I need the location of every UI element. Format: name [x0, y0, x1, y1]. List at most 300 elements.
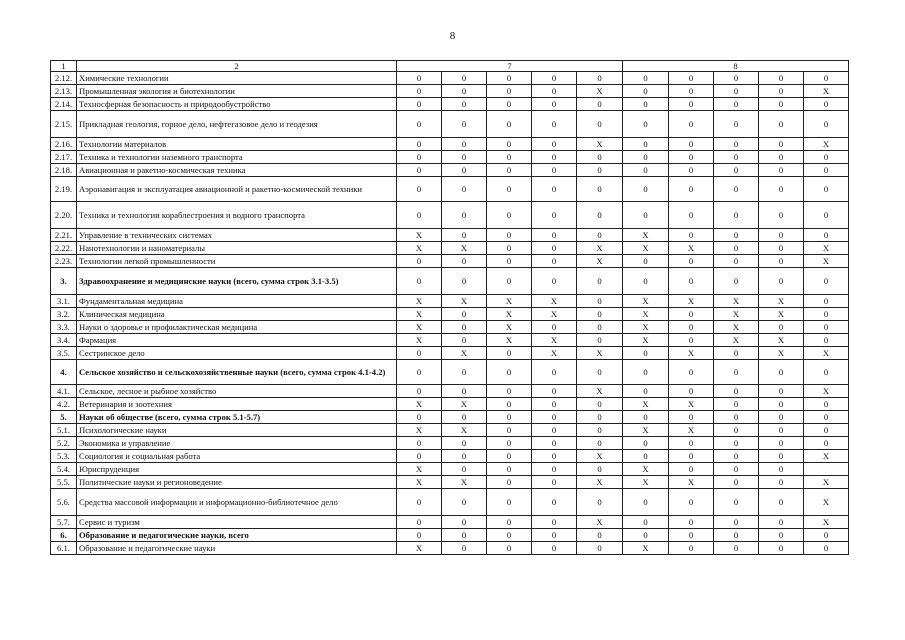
value-cell: 0 — [532, 85, 577, 98]
value-cell: 0 — [442, 529, 487, 542]
value-cell: 0 — [759, 151, 804, 164]
value-cell: 0 — [577, 424, 623, 437]
value-cell: X — [397, 229, 442, 242]
table-row — [51, 321, 849, 334]
value-cell: 0 — [804, 268, 849, 295]
value-cell: 0 — [442, 308, 487, 321]
value-cell: 0 — [759, 111, 804, 138]
value-cell: 0 — [487, 437, 532, 450]
value-cell: X — [623, 424, 669, 437]
table-row — [51, 385, 849, 398]
value-cell: X — [577, 242, 623, 255]
value-cell: 0 — [714, 437, 759, 450]
value-cell: 0 — [669, 98, 714, 111]
value-cell: 0 — [759, 268, 804, 295]
row-name: Науки об обществе (всего, сумма строк 5.1-5.7) — [77, 411, 397, 424]
value-cell: X — [487, 295, 532, 308]
value-cell: X — [577, 476, 623, 489]
value-cell: 0 — [759, 424, 804, 437]
header-col-2: 2 — [77, 61, 397, 72]
value-cell: 0 — [759, 463, 804, 476]
value-cell: 0 — [714, 542, 759, 555]
value-cell: 0 — [532, 229, 577, 242]
table-row — [51, 242, 849, 255]
value-cell: X — [397, 321, 442, 334]
value-cell: X — [442, 347, 487, 360]
value-cell: 0 — [442, 463, 487, 476]
value-cell: X — [623, 398, 669, 411]
value-cell: 0 — [577, 463, 623, 476]
value-cell: 0 — [487, 450, 532, 463]
row-name: Техносферная безопасность и природообустройство — [77, 98, 397, 111]
value-cell: X — [623, 334, 669, 347]
row-number: 3.3. — [51, 321, 77, 334]
value-cell: 0 — [759, 516, 804, 529]
value-cell: 0 — [669, 516, 714, 529]
value-cell: 0 — [804, 321, 849, 334]
value-cell: 0 — [759, 385, 804, 398]
row-number: 2.13. — [51, 85, 77, 98]
value-cell: 0 — [442, 164, 487, 177]
value-cell: 0 — [487, 347, 532, 360]
value-cell: 0 — [487, 177, 532, 202]
value-cell: 0 — [577, 202, 623, 229]
value-cell: 0 — [442, 85, 487, 98]
value-cell: 0 — [623, 164, 669, 177]
row-number: 6. — [51, 529, 77, 542]
value-cell: 0 — [532, 255, 577, 268]
row-number: 5.6. — [51, 489, 77, 516]
row-number: 5.7. — [51, 516, 77, 529]
value-cell: 0 — [669, 229, 714, 242]
row-name: Ветеринария и зоотехния — [77, 398, 397, 411]
value-cell: 0 — [714, 476, 759, 489]
row-name: Аэронавигация и эксплуатация авиационной и ракетно-космической техники — [77, 177, 397, 202]
table-row — [51, 360, 849, 385]
value-cell: 0 — [442, 437, 487, 450]
value-cell: 0 — [669, 437, 714, 450]
value-cell: 0 — [714, 111, 759, 138]
table-row — [51, 85, 849, 98]
value-cell: 0 — [487, 255, 532, 268]
row-name: Технологии легкой промышленности — [77, 255, 397, 268]
value-cell: X — [669, 398, 714, 411]
value-cell: X — [577, 347, 623, 360]
value-cell: 0 — [804, 72, 849, 85]
value-cell: 0 — [759, 489, 804, 516]
value-cell: 0 — [487, 268, 532, 295]
value-cell: 0 — [442, 516, 487, 529]
value-cell: X — [804, 85, 849, 98]
value-cell: 0 — [487, 516, 532, 529]
row-name: Социология и социальная работа — [77, 450, 397, 463]
value-cell: 0 — [669, 529, 714, 542]
value-cell: X — [623, 476, 669, 489]
value-cell: 0 — [623, 529, 669, 542]
value-cell: 0 — [623, 151, 669, 164]
value-cell: 0 — [577, 489, 623, 516]
value-cell: X — [532, 334, 577, 347]
value-cell: 0 — [487, 476, 532, 489]
value-cell: 0 — [442, 334, 487, 347]
value-cell: X — [577, 138, 623, 151]
value-cell: X — [804, 450, 849, 463]
value-cell: 0 — [714, 202, 759, 229]
value-cell: 0 — [487, 542, 532, 555]
value-cell: 0 — [532, 321, 577, 334]
value-cell: 0 — [532, 242, 577, 255]
value-cell: 0 — [577, 308, 623, 321]
value-cell: 0 — [669, 489, 714, 516]
value-cell: 0 — [669, 321, 714, 334]
value-cell: 0 — [397, 529, 442, 542]
value-cell: 0 — [577, 542, 623, 555]
table-row — [51, 151, 849, 164]
row-number: 5.2. — [51, 437, 77, 450]
value-cell: 0 — [669, 542, 714, 555]
value-cell: 0 — [532, 98, 577, 111]
value-cell: 0 — [759, 202, 804, 229]
value-cell: 0 — [532, 450, 577, 463]
row-number: 2.20. — [51, 202, 77, 229]
value-cell: X — [577, 450, 623, 463]
table-row — [51, 489, 849, 516]
value-cell: 0 — [669, 138, 714, 151]
value-cell: 0 — [577, 321, 623, 334]
value-cell: 0 — [532, 398, 577, 411]
value-cell: X — [442, 295, 487, 308]
value-cell: 0 — [623, 268, 669, 295]
value-cell: 0 — [577, 164, 623, 177]
table-row — [51, 450, 849, 463]
value-cell: 0 — [714, 347, 759, 360]
value-cell: X — [804, 347, 849, 360]
table-row — [51, 516, 849, 529]
value-cell: 0 — [532, 424, 577, 437]
row-number: 3.4. — [51, 334, 77, 347]
value-cell: 0 — [759, 138, 804, 151]
value-cell: X — [623, 308, 669, 321]
value-cell: 0 — [397, 164, 442, 177]
row-name: Управление в технических системах — [77, 229, 397, 242]
value-cell: 0 — [759, 411, 804, 424]
value-cell: 0 — [397, 411, 442, 424]
value-cell: 0 — [442, 489, 487, 516]
value-cell: 0 — [669, 268, 714, 295]
value-cell: 0 — [397, 347, 442, 360]
value-cell: 0 — [442, 229, 487, 242]
row-name: Техника и технологии наземного транспорта — [77, 151, 397, 164]
row-number: 4.1. — [51, 385, 77, 398]
value-cell: X — [759, 295, 804, 308]
value-cell: 0 — [759, 529, 804, 542]
value-cell: X — [397, 424, 442, 437]
value-cell: X — [669, 242, 714, 255]
row-name: Сельское хозяйство и сельскохозяйственные науки (всего, сумма строк 4.1-4.2) — [77, 360, 397, 385]
value-cell: 0 — [714, 424, 759, 437]
value-cell: 0 — [487, 489, 532, 516]
value-cell: 0 — [714, 72, 759, 85]
value-cell: 0 — [397, 85, 442, 98]
value-cell: 0 — [714, 450, 759, 463]
value-cell: X — [623, 542, 669, 555]
row-name: Средства массовой информации и информационно-библиотечное дело — [77, 489, 397, 516]
value-cell: 0 — [487, 138, 532, 151]
value-cell: 0 — [397, 255, 442, 268]
value-cell: 0 — [623, 347, 669, 360]
row-name: Фундаментальная медицина — [77, 295, 397, 308]
value-cell: X — [623, 295, 669, 308]
value-cell: 0 — [487, 529, 532, 542]
value-cell: 0 — [487, 98, 532, 111]
value-cell: 0 — [577, 229, 623, 242]
value-cell: 0 — [804, 529, 849, 542]
value-cell: 0 — [442, 411, 487, 424]
value-cell: 0 — [442, 255, 487, 268]
header-col-1: 1 — [51, 61, 77, 72]
value-cell: X — [577, 85, 623, 98]
value-cell: 0 — [442, 111, 487, 138]
value-cell: X — [397, 398, 442, 411]
value-cell: 0 — [714, 489, 759, 516]
value-cell: X — [669, 424, 714, 437]
row-number: 5. — [51, 411, 77, 424]
value-cell: 0 — [397, 516, 442, 529]
value-cell: 0 — [669, 164, 714, 177]
value-cell: X — [397, 476, 442, 489]
table-row — [51, 347, 849, 360]
value-cell: 0 — [759, 98, 804, 111]
value-cell: 0 — [577, 334, 623, 347]
value-cell: 0 — [804, 424, 849, 437]
value-cell: 0 — [759, 177, 804, 202]
value-cell: X — [442, 242, 487, 255]
value-cell: 0 — [397, 72, 442, 85]
table-row — [51, 177, 849, 202]
value-cell: X — [804, 385, 849, 398]
row-name: Сельское, лесное и рыбное хозяйство — [77, 385, 397, 398]
value-cell: 0 — [714, 268, 759, 295]
row-name: Прикладная геология, горное дело, нефтегазовое дело и геодезия — [77, 111, 397, 138]
value-cell: 0 — [397, 138, 442, 151]
table-row — [51, 255, 849, 268]
value-cell: 0 — [623, 255, 669, 268]
value-cell: X — [804, 138, 849, 151]
value-cell: X — [397, 295, 442, 308]
row-name: Политические науки и регионоведение — [77, 476, 397, 489]
value-cell: X — [669, 476, 714, 489]
header-row — [51, 61, 849, 72]
value-cell: 0 — [623, 202, 669, 229]
value-cell: 0 — [487, 202, 532, 229]
value-cell: 0 — [759, 450, 804, 463]
value-cell: 0 — [623, 437, 669, 450]
value-cell: 0 — [714, 229, 759, 242]
value-cell — [804, 463, 849, 476]
value-cell: 0 — [804, 164, 849, 177]
row-number: 2.22. — [51, 242, 77, 255]
value-cell: 0 — [759, 542, 804, 555]
value-cell: 0 — [487, 111, 532, 138]
value-cell: 0 — [669, 72, 714, 85]
value-cell: 0 — [532, 360, 577, 385]
value-cell: 0 — [577, 411, 623, 424]
value-cell: 0 — [532, 385, 577, 398]
value-cell: 0 — [442, 138, 487, 151]
value-cell: 0 — [623, 177, 669, 202]
value-cell: 0 — [669, 360, 714, 385]
value-cell: 0 — [577, 437, 623, 450]
row-number: 2.15. — [51, 111, 77, 138]
value-cell: 0 — [714, 463, 759, 476]
value-cell: 0 — [669, 255, 714, 268]
value-cell: 0 — [532, 202, 577, 229]
value-cell: X — [623, 242, 669, 255]
value-cell: X — [532, 295, 577, 308]
value-cell: 0 — [442, 202, 487, 229]
table-row — [51, 111, 849, 138]
value-cell: 0 — [804, 202, 849, 229]
value-cell: 0 — [577, 151, 623, 164]
table-row — [51, 476, 849, 489]
table-row — [51, 424, 849, 437]
value-cell: 0 — [397, 202, 442, 229]
row-name: Образование и педагогические науки, всего — [77, 529, 397, 542]
value-cell: 0 — [804, 151, 849, 164]
row-name: Промышленная экология и биотехнологии — [77, 85, 397, 98]
value-cell: X — [397, 463, 442, 476]
row-number: 2.17. — [51, 151, 77, 164]
value-cell: 0 — [714, 398, 759, 411]
value-cell: 0 — [487, 151, 532, 164]
value-cell: 0 — [759, 476, 804, 489]
value-cell: 0 — [714, 138, 759, 151]
row-number: 6.1. — [51, 542, 77, 555]
value-cell: 0 — [669, 334, 714, 347]
value-cell: 0 — [397, 489, 442, 516]
value-cell: 0 — [487, 242, 532, 255]
value-cell: 0 — [759, 229, 804, 242]
value-cell: 0 — [442, 177, 487, 202]
row-number: 4. — [51, 360, 77, 385]
value-cell: 0 — [804, 334, 849, 347]
value-cell: 0 — [714, 385, 759, 398]
value-cell: 0 — [487, 85, 532, 98]
value-cell: 0 — [623, 72, 669, 85]
value-cell: X — [397, 542, 442, 555]
value-cell: 0 — [623, 516, 669, 529]
value-cell: 0 — [714, 360, 759, 385]
value-cell: 0 — [442, 385, 487, 398]
value-cell: X — [714, 334, 759, 347]
value-cell: 0 — [577, 177, 623, 202]
table-row — [51, 138, 849, 151]
row-name: Науки о здоровье и профилактическая медицина — [77, 321, 397, 334]
value-cell: 0 — [532, 72, 577, 85]
value-cell: 0 — [397, 450, 442, 463]
value-cell: X — [804, 516, 849, 529]
header-group-8: 8 — [623, 61, 849, 72]
value-cell: 0 — [714, 151, 759, 164]
value-cell: 0 — [669, 177, 714, 202]
value-cell: 0 — [577, 295, 623, 308]
value-cell: X — [623, 463, 669, 476]
value-cell: X — [397, 334, 442, 347]
value-cell: 0 — [669, 85, 714, 98]
row-name: Юриспруденция — [77, 463, 397, 476]
value-cell: X — [397, 242, 442, 255]
value-cell: 0 — [669, 151, 714, 164]
value-cell: X — [759, 334, 804, 347]
value-cell: X — [577, 516, 623, 529]
value-cell: 0 — [804, 98, 849, 111]
value-cell: 0 — [397, 385, 442, 398]
table-row — [51, 463, 849, 476]
value-cell: 0 — [487, 72, 532, 85]
value-cell: 0 — [577, 529, 623, 542]
value-cell: 0 — [714, 411, 759, 424]
value-cell: 0 — [442, 450, 487, 463]
value-cell: 0 — [714, 516, 759, 529]
value-cell: 0 — [623, 360, 669, 385]
value-cell: 0 — [577, 111, 623, 138]
value-cell: 0 — [532, 463, 577, 476]
row-name: Сервис и туризм — [77, 516, 397, 529]
value-cell: 0 — [532, 138, 577, 151]
value-cell: 0 — [669, 202, 714, 229]
value-cell: X — [623, 229, 669, 242]
value-cell: 0 — [623, 138, 669, 151]
value-cell: X — [532, 347, 577, 360]
value-cell: 0 — [397, 151, 442, 164]
value-cell: 0 — [804, 411, 849, 424]
value-cell: 0 — [397, 177, 442, 202]
row-number: 2.19. — [51, 177, 77, 202]
value-cell: 0 — [669, 308, 714, 321]
row-number: 5.4. — [51, 463, 77, 476]
value-cell: 0 — [714, 98, 759, 111]
table-row — [51, 295, 849, 308]
value-cell: 0 — [804, 398, 849, 411]
value-cell: 0 — [487, 424, 532, 437]
value-cell: 0 — [487, 385, 532, 398]
value-cell: 0 — [487, 463, 532, 476]
table-row — [51, 268, 849, 295]
value-cell: 0 — [487, 229, 532, 242]
row-number: 5.1. — [51, 424, 77, 437]
value-cell: 0 — [623, 98, 669, 111]
value-cell: 0 — [804, 111, 849, 138]
value-cell: X — [623, 321, 669, 334]
table-row — [51, 98, 849, 111]
data-table — [50, 60, 849, 555]
value-cell: 0 — [714, 85, 759, 98]
value-cell: X — [577, 255, 623, 268]
value-cell: 0 — [759, 360, 804, 385]
row-number: 4.2. — [51, 398, 77, 411]
row-name: Техника и технологии кораблестроения и водного транспорта — [77, 202, 397, 229]
table-row — [51, 529, 849, 542]
row-name: Фармация — [77, 334, 397, 347]
table-row — [51, 202, 849, 229]
value-cell: 0 — [623, 411, 669, 424]
value-cell: 0 — [804, 437, 849, 450]
value-cell: 0 — [397, 268, 442, 295]
value-cell: 0 — [532, 542, 577, 555]
table-row — [51, 437, 849, 450]
value-cell: 0 — [442, 542, 487, 555]
value-cell: X — [487, 321, 532, 334]
